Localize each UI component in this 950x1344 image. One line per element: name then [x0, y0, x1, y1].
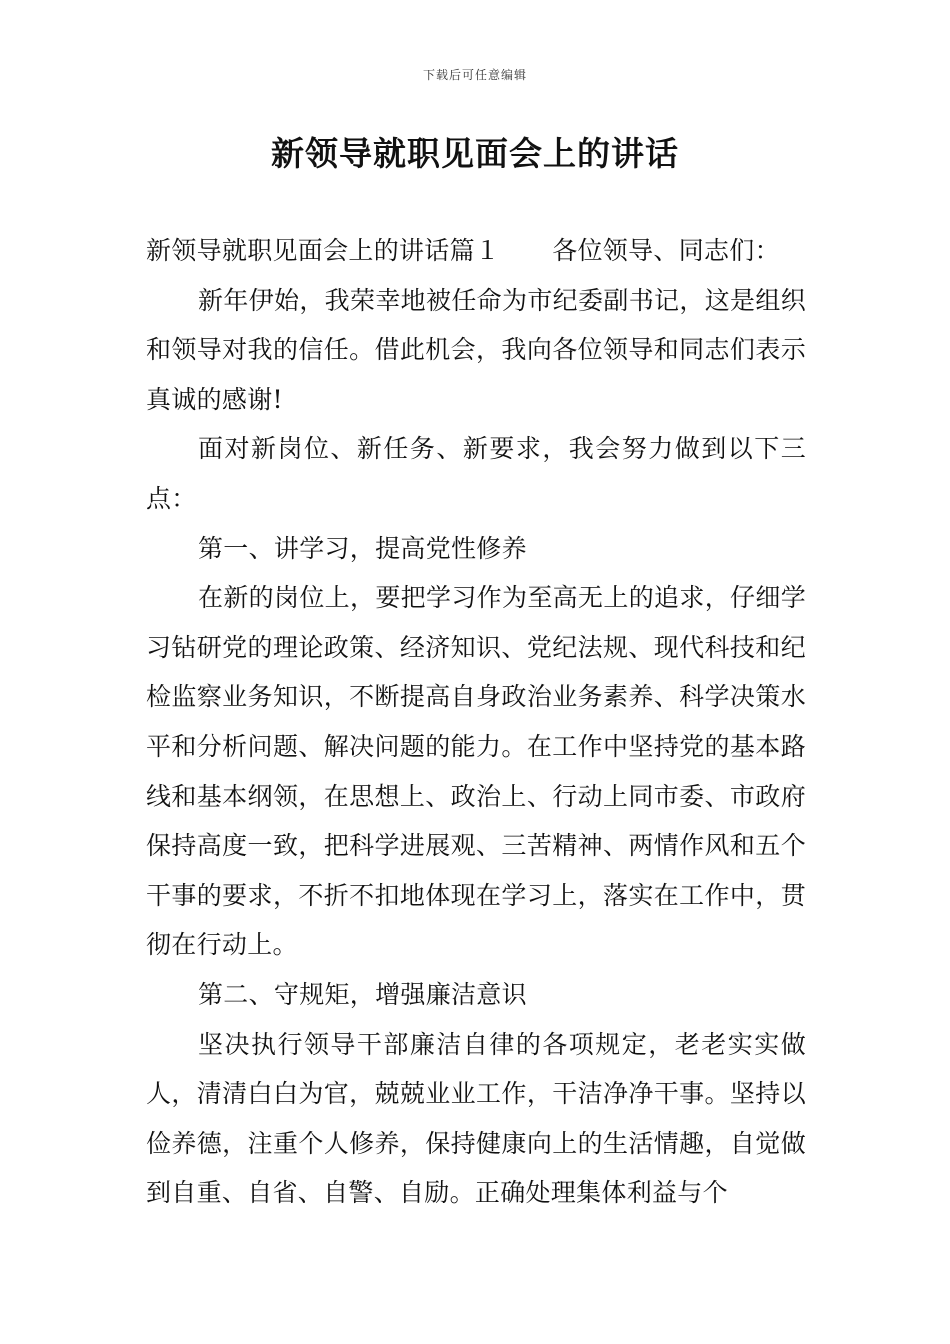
paragraph-2: 面对新岗位、新任务、新要求，我会努力做到以下三点：	[146, 434, 806, 513]
paragraph-1: 新年伊始，我荣幸地被任命为市纪委副书记，这是组织和领导对我的信任。借此机会，我向各位领导和同志们表示真诚的感谢!	[146, 285, 806, 414]
document-body	[146, 226, 806, 1218]
paragraph-3: 在新的岗位上，要把学习作为至高无上的追求，仔细学习钻研党的理论政策、经济知识、党纪法规、现代科技和纪检监察业务知识，不断提高自身政治业务素养、科学决策水平和分析问题、解决问题的能力。在工作中坚持党的基本路线和基本纲领，在思想上、政治上、行动上同市委、市政府保持高度一致，把科学进展观、三苦精神、两情作风和五个干事的要求，不折不扣地体现在学习上，落实在工作中，贯彻在行动上。	[146, 583, 806, 960]
section-heading-2: 第二、守规矩，增强廉洁意识	[198, 979, 527, 1009]
section-heading-1: 第一、讲学习，提高党性修养	[198, 533, 527, 563]
greeting: 各位领导、同志们：	[552, 236, 780, 265]
intro-line	[146, 226, 806, 276]
header-note: 下载后可任意编辑	[422, 68, 527, 82]
doc-label: 新领导就职见面会上的讲话篇１	[146, 236, 501, 265]
paragraph-4: 坚决执行领导干部廉洁自律的各项规定，老老实实做人，清清白白为官，兢兢业业工作，干洁净净干事。坚持以俭养德，注重个人修养，保持健康向上的生活情趣，自觉做到自重、自省、自警、自励。正确处理集体利益与个	[146, 1029, 806, 1208]
document-title: 新领导就职见面会上的讲话	[271, 134, 679, 173]
